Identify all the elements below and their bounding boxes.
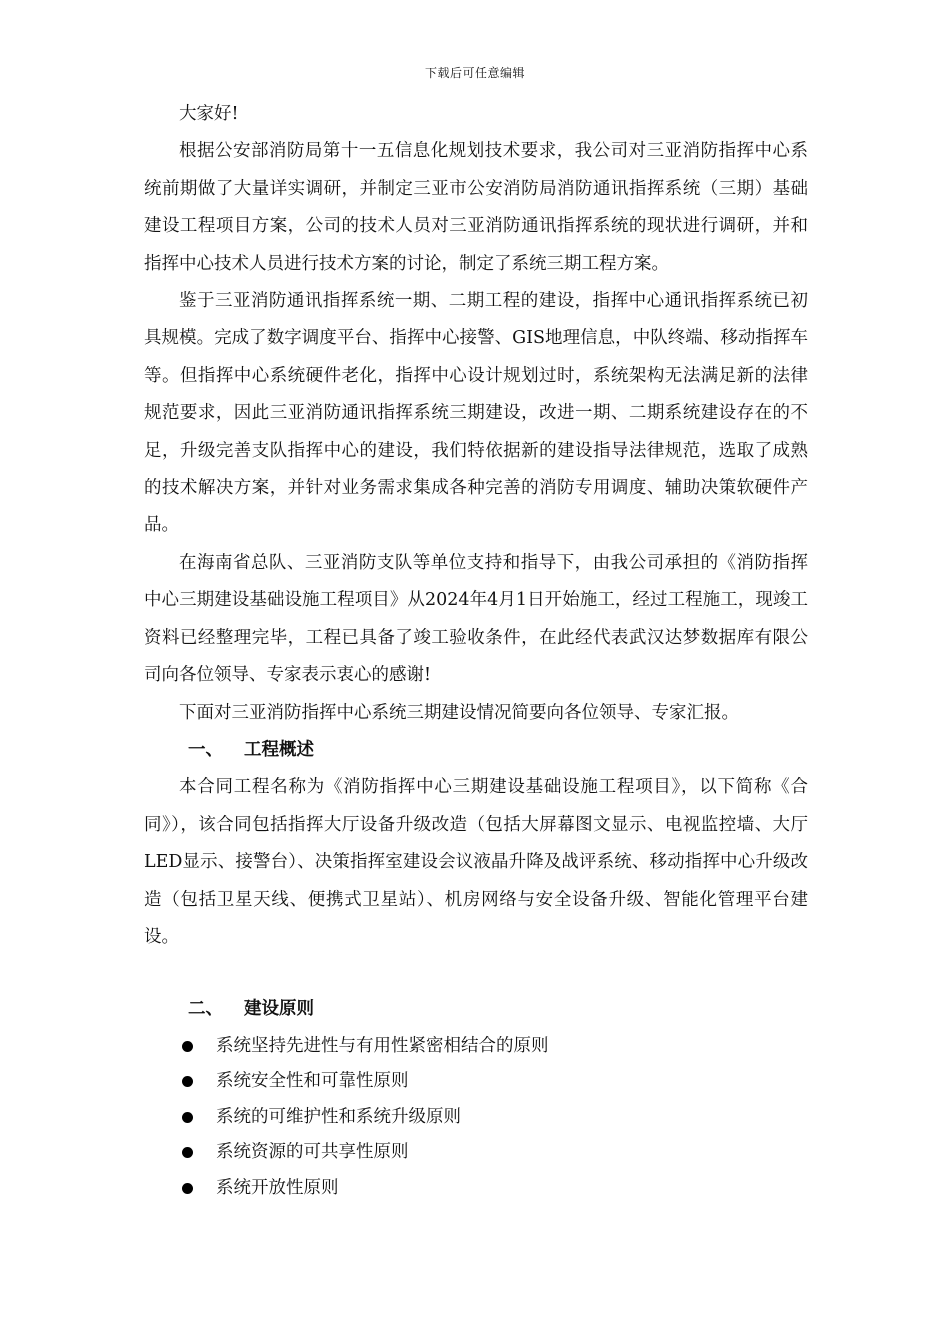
list-item (144, 1029, 808, 1065)
paragraph-status: 鉴于三亚消防通讯指挥系统一期、二期工程的建设，指挥中心通讯指挥系统已初具规模。完成了数字调度平台、指挥中心接警、GIS地理信息，中队终端、移动指挥车等。但指挥中心系统硬件老化，指挥中心设计规划过时，系统架构无法满足新的法律规范要求，因此三亚消防通讯指挥系统三期建设，改进一期、二期系统建设存在的不足，升级完善支队指挥中心的建设，我们特依据新的建设指导法律规范，选取了成熟的技术解决方案，并针对业务需求集成各种完善的消防专用调度、辅助决策软硬件产品。 (144, 291, 808, 536)
list-item-text: 系统开放性原则 (216, 1177, 339, 1198)
list-item (144, 1135, 808, 1171)
section-heading-overview (144, 732, 808, 769)
principles-list (144, 1029, 808, 1207)
bullet-icon (182, 1076, 193, 1087)
paragraph-report-intro: 下面对三亚消防指挥中心系统三期建设情况简要向各位领导、专家汇报。 (179, 702, 739, 723)
list-item-text: 系统的可维护性和系统升级原则 (216, 1106, 461, 1127)
bullet-icon (182, 1041, 193, 1052)
bullet-icon (182, 1147, 193, 1158)
section-title: 工程概述 (244, 739, 314, 760)
section-spacer (144, 956, 808, 991)
bullet-icon (182, 1112, 193, 1123)
document-body (144, 96, 808, 1206)
section-number: 一、 (188, 739, 223, 760)
list-item-text: 系统安全性和可靠性原则 (216, 1071, 409, 1092)
section-title: 建设原则 (244, 999, 314, 1020)
list-item-text: 系统资源的可共享性原则 (216, 1142, 409, 1163)
list-item (144, 1064, 808, 1100)
section-heading-principles (144, 991, 808, 1028)
list-item (144, 1171, 808, 1207)
page-header-note: 下载后可任意编辑 (424, 66, 525, 80)
list-item-text: 系统坚持先进性与有用性紧密相结合的原则 (216, 1035, 549, 1056)
list-item (144, 1100, 808, 1136)
greeting: 大家好! (179, 104, 239, 124)
bullet-icon (182, 1183, 193, 1194)
paragraph-background: 根据公安部消防局第十一五信息化规划技术要求，我公司对三亚消防指挥中心系统前期做了大量详实调研，并制定三亚市公安消防局消防通讯指挥系统（三期）基础建设工程项目方案，公司的技术人员对三亚消防通讯指挥系统的现状进行调研，并和指挥中心技术人员进行技术方案的讨论，制定了系统三期工程方案。 (144, 141, 808, 274)
section-number: 二、 (188, 999, 223, 1020)
paragraph-acknowledgement: 在海南省总队、三亚消防支队等单位支持和指导下，由我公司承担的《消防指挥中心三期建设基础设施工程项目》从2024年4月1日开始施工，经过工程施工，现竣工资料已经整理完毕，工程已具备了竣工验收条件，在此经代表武汉达梦数据库有限公司向各位领导、专家表示衷心的感谢! (144, 552, 808, 686)
paragraph-overview: 本合同工程名称为《消防指挥中心三期建设基础设施工程项目》，以下简称《合同》），该合同包括指挥大厅设备升级改造（包括大屏幕图文显示、电视监控墙、大厅LED显示、接警台）、决策指挥室建设会议液晶升降及战评系统、移动指挥中心升级改造（包括卫星天线、便携式卫星站）、机房网络与安全设备升级、智能化管理平台建设。 (144, 777, 808, 947)
